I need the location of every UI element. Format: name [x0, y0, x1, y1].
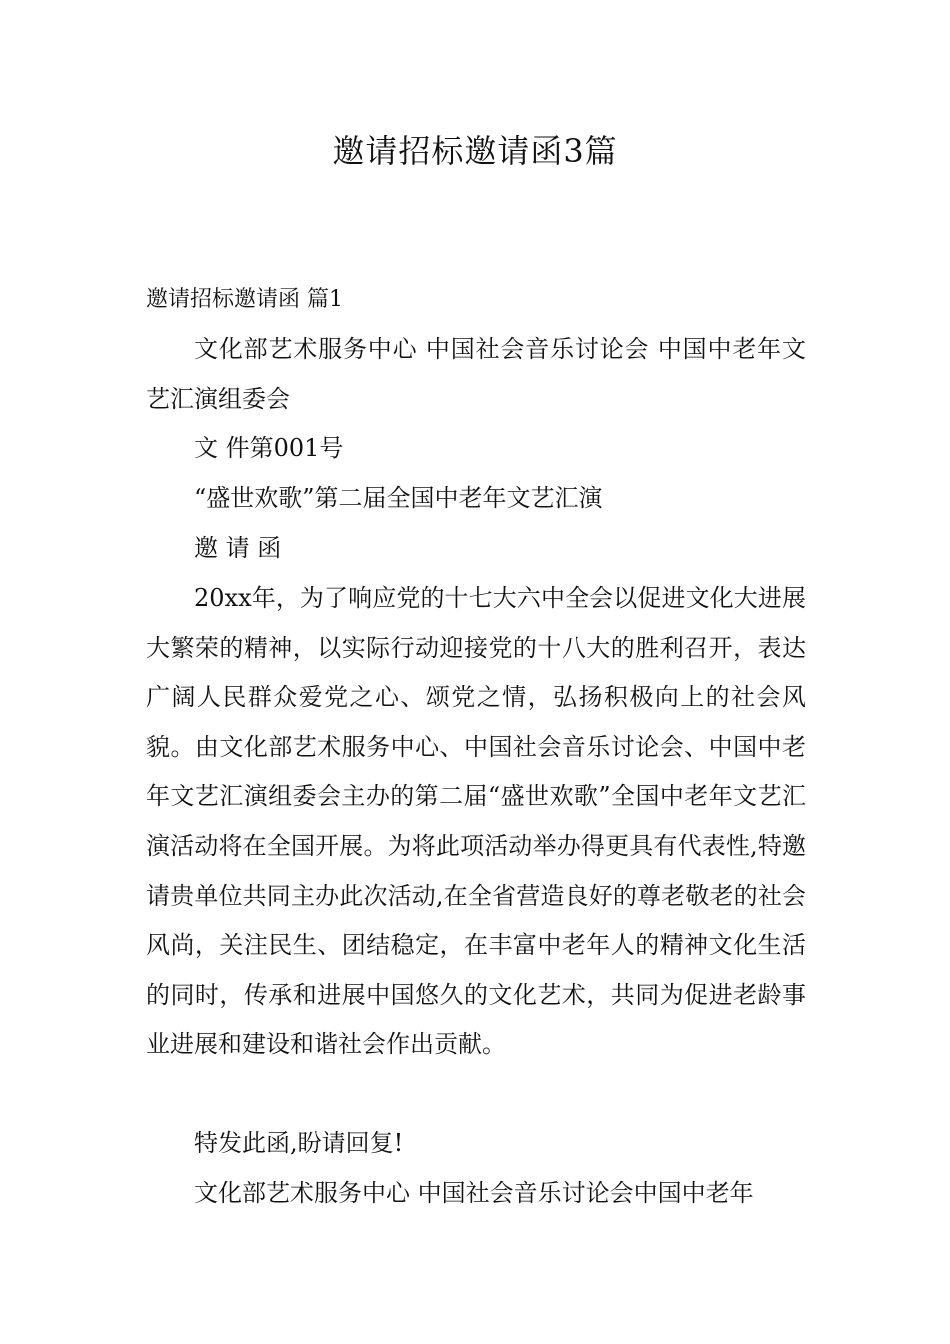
- document-title: 邀请招标邀请函3篇: [332, 132, 618, 170]
- invitation-title-paragraph: 邀 请 函: [194, 534, 282, 562]
- section-heading: 邀请招标邀请函 篇1: [146, 287, 343, 312]
- event-name-paragraph: “盛世欢歌”第二届全国中老年文艺汇演: [194, 484, 603, 512]
- signoff-paragraph: 文化部艺术服务中心 中国社会音乐讨论会中国中老年: [194, 1179, 754, 1207]
- issuer-paragraph: 文化部艺术服务中心 中国社会音乐讨论会 中国中老年文艺汇演组委会: [146, 335, 806, 413]
- file-number-paragraph: 文 件第001号: [194, 434, 344, 462]
- closing-paragraph: 特发此函,盼请回复!: [194, 1129, 404, 1157]
- main-body-paragraph: 20xx年，为了响应党的十七大六中全会以促进文化大进展大繁荣的精神，以实际行动迎接党的十八大的胜利召开，表达广阔人民群众爱党之心、颂党之情，弘扬积极向上的社会风貌。由文化部艺术服务中心、中国社会音乐讨论会、中国中老年文艺汇演组委会主办的第二届“盛世欢歌”全国中老年文艺汇演活动将在全国开展。为将此项活动举办得更具有代表性,特邀请贵单位共同主办此次活动,在全省营造良好的尊老敬老的社会风尚，关注民生、团结稳定，在丰富中老年人的精神文化生活的同时，传承和进展中国悠久的文化艺术，共同为促进老龄事业进展和建设和谐社会作出贡献。: [146, 584, 806, 1059]
